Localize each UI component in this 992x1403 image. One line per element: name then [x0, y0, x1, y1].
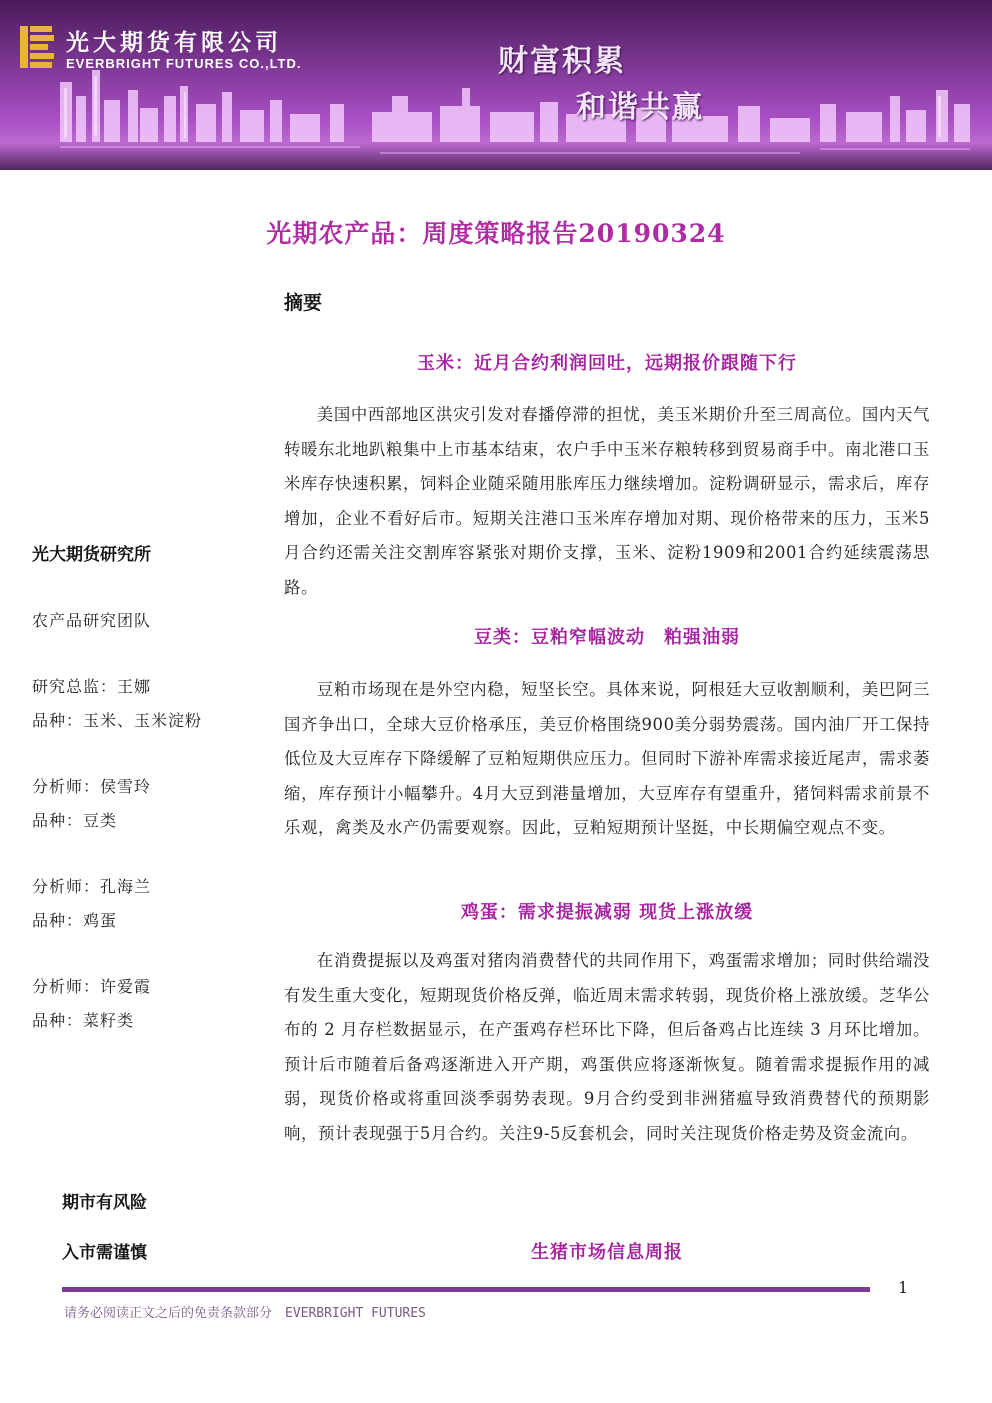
company-logo-icon [20, 26, 54, 68]
institute-name: 光大期货研究所 [32, 545, 151, 565]
report-title: 光期农产品：周度策略报告20190324 [266, 219, 726, 248]
slogan-line-2: 和谐共赢 [576, 90, 704, 125]
team-name: 农产品研究团队 [32, 611, 152, 630]
staff-variety: 品种：玉米、玉米淀粉 [32, 711, 203, 730]
risk-warning-line-2: 入市需谨慎 [62, 1243, 147, 1263]
staff-role: 分析师：侯雪玲 [32, 777, 152, 796]
slogan-line-1: 财富积累 [498, 44, 626, 79]
staff-role: 研究总监：王娜 [32, 677, 152, 696]
staff-variety: 品种：豆类 [32, 811, 118, 830]
section-title-soy: 豆类：豆粕窄幅波动 粕强油弱 [474, 627, 740, 648]
staff-role: 分析师：孔海兰 [32, 877, 152, 896]
footer-divider [62, 1287, 870, 1292]
company-name-en: EVERBRIGHT FUTURES CO.,LTD. [66, 56, 302, 71]
section-body-soy: 豆粕市场现在是外空内稳，短坚长空。具体来说，阿根廷大豆收割顺利，美巴阿三国齐争出口，全球大豆价格承压，美豆价格围绕900美分弱势震荡。国内油厂开工保持低位及大豆库存下降缓解了豆粕短期供应压力。但同时下游补库需求接近尾声，需求萎缩，库存预计小幅攀升。4月大豆到港量增加，大豆库存有望重升，猪饲料需求前景不乐观，禽类及水产仍需要观察。因此，豆粕短期预计坚挺，中长期偏空观点不变。 [284, 680, 930, 837]
company-name-cn: 光大期货有限公司 [66, 30, 282, 56]
section-body-corn: 美国中西部地区洪灾引发对春播停滞的担忧，美玉米期价升至三周高位。国内天气转暖东北地趴粮集中上市基本结束，农户手中玉米存粮转移到贸易商手中。南北港口玉米库存快速积累，饲料企业随采随用胀库压力继续增加。淀粉调研显示，需求后，库存增加，企业不看好后市。短期关注港口玉米库存增加对期、现价格带来的压力，玉米5月合约还需关注交割库容紧张对期价支撑，玉米、淀粉1909和2001合约延续震荡思路。 [284, 405, 930, 597]
staff-variety: 品种：鸡蛋 [32, 911, 118, 930]
staff-variety: 品种：菜籽类 [32, 1011, 135, 1030]
footer-disclaimer: 请务必阅读正文之后的免责条款部分 EVERBRIGHT FUTURES [64, 1306, 426, 1321]
section-body-egg: 在消费提振以及鸡蛋对猪肉消费替代的共同作用下，鸡蛋需求增加；同时供给端没有发生重大变化，短期现货价格反弹，临近周末需求转弱，现货价格上涨放缓。芝华公布的 2 月存栏数据显示，在产蛋鸡存栏环比下降，但后备鸡占比连续 3 月环比增加。预计后市随着后备鸡逐渐进入开产期，鸡蛋供应将逐渐恢复。随着需求提振作用的减弱，现货价格或将重回淡季弱势表现。9月合约受到非洲猪瘟导致消费替代的预期影响，预计表现强于5月合约。关注9-5反套机会，同时关注现货价格走势及资金流向。 [284, 951, 930, 1143]
header-banner [0, 0, 992, 170]
risk-warning-line-1: 期市有风险 [62, 1193, 147, 1213]
page-number: 1 [898, 1278, 909, 1297]
summary-heading: 摘要 [284, 292, 323, 314]
section-title-corn: 玉米：近月合约利润回吐，远期报价跟随下行 [417, 353, 797, 374]
section-title-hog: 生猪市场信息周报 [531, 1242, 683, 1263]
staff-role: 分析师：许爱霞 [32, 977, 152, 996]
section-title-egg: 鸡蛋：需求提振减弱 现货上涨放缓 [460, 902, 754, 923]
